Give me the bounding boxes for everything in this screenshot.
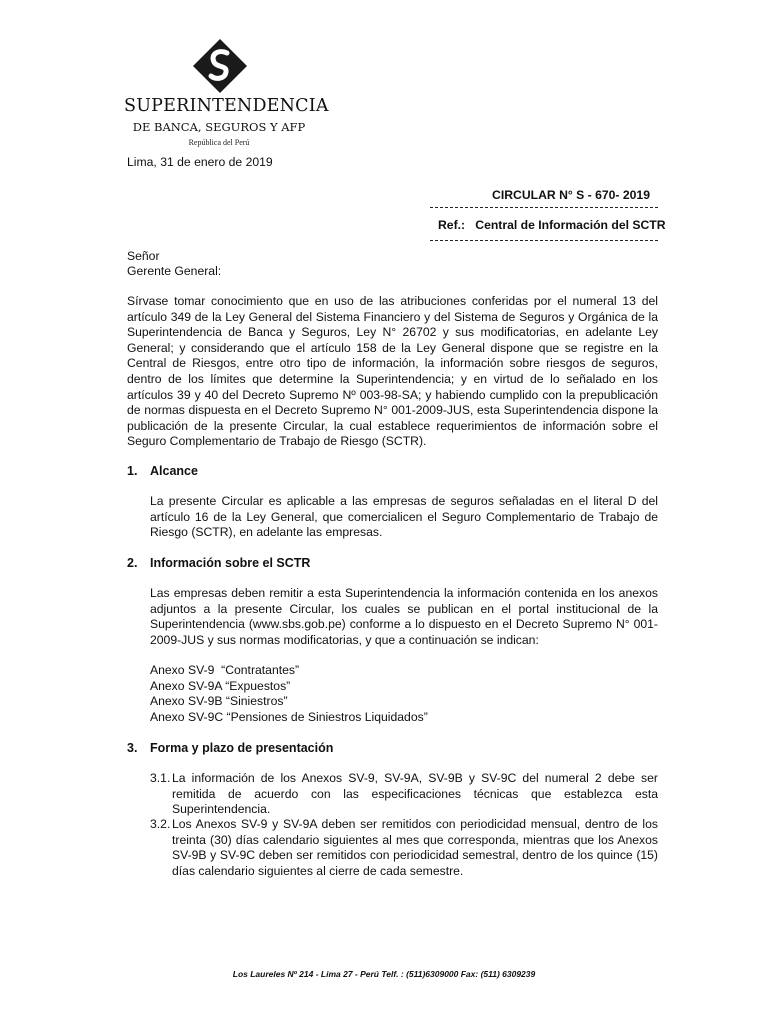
circular-reference [438, 218, 666, 234]
section-1-title: Alcance [150, 464, 198, 478]
dashed-divider-bottom [430, 240, 658, 241]
intro-paragraph: Sírvase tomar conocimiento que en uso de las atribuciones conferidas por el numeral 13 del artículo 349 de la Ley General del Sistema Financiero y del Sistema de Seguros y Orgánica de la Superintendencia de Banca y Seguros, Ley N° 26702 y sus modificatorias, en adelante Ley General; y considerando que el artículo 158 de la Ley General dispone que se registre en la Central de Riesgos, entre otro tipo de información, la información sobre riesgos de seguros, dentro de los límites que determine la Superintendencia; y en virtud de lo señalado en los artículos 39 y 40 del Decreto Supremo Nº 003-98-SA; y habiendo cumplido con la prepublicación de normas dispuesta en el Decreto Supremo N° 001-2009-JUS, esta Superintendencia dispone la publicación de la presente Circular, la cual establece requerimientos de información sobre el Seguro Complementario de Trabajo de Riesgo (SCTR). [127, 294, 658, 449]
ref-text: Central de Información del SCTR [475, 218, 666, 232]
annex-item: Anexo SV-9B “Siniestros” [150, 694, 288, 708]
item-3-2-text: Los Anexos SV-9 y SV-9A deben ser remitidos con periodicidad mensual, dentro de los treinta (30) días calendario siguientes al mes que corresponda, mientras que los Anexos SV-9B y SV-9C deben ser remitidos con periodicidad semestral, dentro de los quince (15) días calendario siguientes al cierre de cada semestre. [172, 817, 658, 878]
annex-item: Anexo SV-9A “Expuestos” [150, 679, 291, 693]
section-3-title: Forma y plazo de presentación [150, 741, 334, 755]
date-line: Lima, 31 de enero de 2019 [127, 155, 273, 169]
section-2-text: Las empresas deben remitir a esta Superintendencia la información contenida en los anexos adjuntos a la presente Circular, los cuales se publican en el portal institucional de la Superintendencia (www.sbs.gob.pe) conforme a lo dispuesto en el Decreto Supremo N° 001-2009-JUS y sus normas modificatorias, y que a continuación se indican: [150, 586, 658, 647]
annex-item: Anexo SV-9C “Pensiones de Siniestros Liquidados” [150, 710, 428, 724]
annex-item: Anexo SV-9 “Contratantes” [150, 663, 300, 677]
section-2-number: 2. [127, 556, 138, 570]
sbs-logo-icon [192, 38, 248, 94]
section-1-number: 1. [127, 464, 138, 478]
dashed-divider-top [430, 207, 658, 208]
item-3-2-number: 3.2. [150, 817, 171, 831]
section-1-text: La presente Circular es aplicable a las empresas de seguros señaladas en el literal D del artículo 16 de la Ley General, que comercialicen el Seguro Complementario de Trabajo de Riesgo (SCTR), en adelante las empresas. [150, 494, 658, 540]
item-3-1-text: La información de los Anexos SV-9, SV-9A, SV-9B y SV-9C del numeral 2 debe ser remitida de acuerdo con las especificaciones técnicas que establezca esta Superintendencia. [172, 771, 658, 817]
footer-address: Los Laureles Nº 214 - Lima 27 - Perú Telf. : (511)6309000 Fax: (511) 6309239 [232, 969, 536, 979]
section-3-number: 3. [127, 741, 138, 755]
section-2-title: Información sobre el SCTR [150, 556, 311, 570]
ref-label: Ref.: [438, 218, 466, 232]
salutation-line2: Gerente General: [127, 264, 222, 278]
salutation-line1: Señor [127, 249, 160, 263]
letterhead-name: SUPERINTENDENCIA [124, 96, 329, 116]
letterhead-subtitle: DE BANCA, SEGUROS Y AFP [132, 120, 306, 134]
letterhead-country: República del Perú [188, 138, 250, 147]
item-3-1-number: 3.1. [150, 771, 171, 785]
circular-number: CIRCULAR N° S - 670- 2019 [492, 188, 650, 202]
